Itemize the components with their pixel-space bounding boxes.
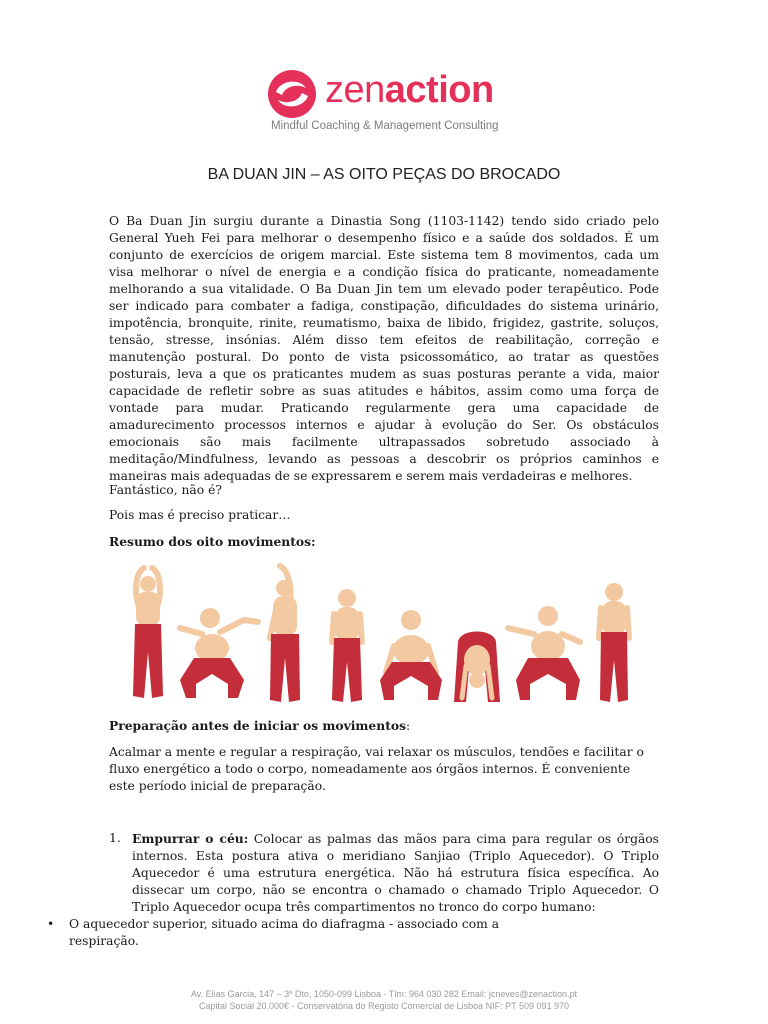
movement-figure-4 [324, 562, 370, 708]
swirl-icon [266, 68, 318, 120]
movement-list [109, 830, 659, 916]
brand-tagline: Mindful Coaching & Management Consulting [271, 120, 499, 132]
movement-figure-3 [260, 562, 310, 708]
movement-figure-8 [592, 562, 636, 708]
list-item-title: Empurrar o céu: [132, 831, 249, 846]
movement-figure-6 [448, 562, 506, 708]
preparation-paragraph: Acalmar a mente e regular a respiração, vai relaxar os músculos, tendões e facilitar o fluxo energético a todo o corpo, nomeadamente aos órgãos internos. É conveniente este período inicial de preparação. [109, 745, 644, 793]
page-footer [0, 988, 768, 1012]
bullet-item [47, 916, 550, 950]
movement-figure-1 [126, 562, 170, 708]
paragraph-fantastic: Fantástico, não é? [109, 483, 222, 497]
list-item-number: 1. [109, 831, 121, 845]
paragraph-practice: Pois mas é preciso praticar… [109, 508, 291, 522]
intro-paragraph: O Ba Duan Jin surgiu durante a Dinastia Song (1103-1142) tendo sido criado pelo General Yueh Fei para melhorar o desempenho físico e a saúde dos soldados. É um conjunto de exercícios de origem marcial. Este sistema tem 8 movimentos, cada um visa melhorar o nível de energia e a condição física do praticante, nomeadamente melhorando a sua vitalidade. O Ba Duan Jin tem um elevado poder terapêutico. Pode ser indicado para combater a fadiga, constipação, dificuldades do sistema urinário, impotência, bronquite, rinite, reumatismo, baixa de libido, frigidez, gastrite, soluços, tensão, stresse, insónias. Além disso tem efeitos de reabilitação, correção e manutenção postural. Do ponto de vista psicossomático, ao tratar as questões posturais, leva a que os praticantes mudem as suas posturas perante a vida, maior capacidade de refletir sobre as suas atitudes e hábitos, assim como uma força de vontade para mudar. Praticando regularmente gera uma capacidade de amadurecimento processos internos e ajudar à evolução do Ser. Os obstáculos emocionais são mais facilmente ultrapassados sobretudo associado à meditação/Mindfulness, levando as pessoas a descobrir os próprios caminhos e maneiras mais adequadas de se expressarem e serem mais verdadeiras e melhores. [109, 214, 659, 483]
page-title: BA DUAN JIN – AS OITO PEÇAS DO BROCADO [207, 166, 561, 183]
company-logo [266, 66, 506, 136]
footer-registry: Capital Social 20.000€ - Conservatória do Registo Comercial de Lisboa NIF: PT 509 091 970 [198, 1001, 570, 1011]
bullet-text: O aquecedor superior, situado acima do diafragma - associado com a respiração. [69, 917, 500, 948]
brand-name [325, 68, 494, 112]
summary-heading: Resumo dos oito movimentos: [109, 534, 316, 549]
preparation-heading [109, 717, 659, 735]
movement-figure-7 [504, 562, 594, 708]
preparation-heading-text: Preparação antes de iniciar os movimentos [109, 718, 407, 733]
eight-movements-illustration [120, 562, 640, 710]
brand-zen: zen [325, 69, 385, 111]
brand-action: action [384, 69, 494, 111]
bullet-symbol: • [47, 917, 55, 931]
movement-figure-5 [376, 562, 446, 708]
list-item-text: Colocar as palmas das mãos para cima para regular os órgãos internos. Esta postura ativa o meridiano Sanjiao (Triplo Aquecedor). O Triplo Aquecedor é uma estrutura energética. Não há estrutura física específica. Ao dissecar um corpo, não se encontra o chamado o chamado Triplo Aquecedor. O Triplo Aquecedor ocupa três compartimentos no tronco do corpo humano: [132, 832, 659, 914]
movement-figure-2 [172, 562, 262, 708]
footer-address: Av. Elias Garcia, 147 – 3º Dto, 1050-099 Lisboa - Tlm: 964 030 282 Email: jcneves@zenaction.pt [190, 989, 578, 999]
list-item [132, 830, 659, 916]
preparation-heading-colon: : [406, 719, 411, 733]
